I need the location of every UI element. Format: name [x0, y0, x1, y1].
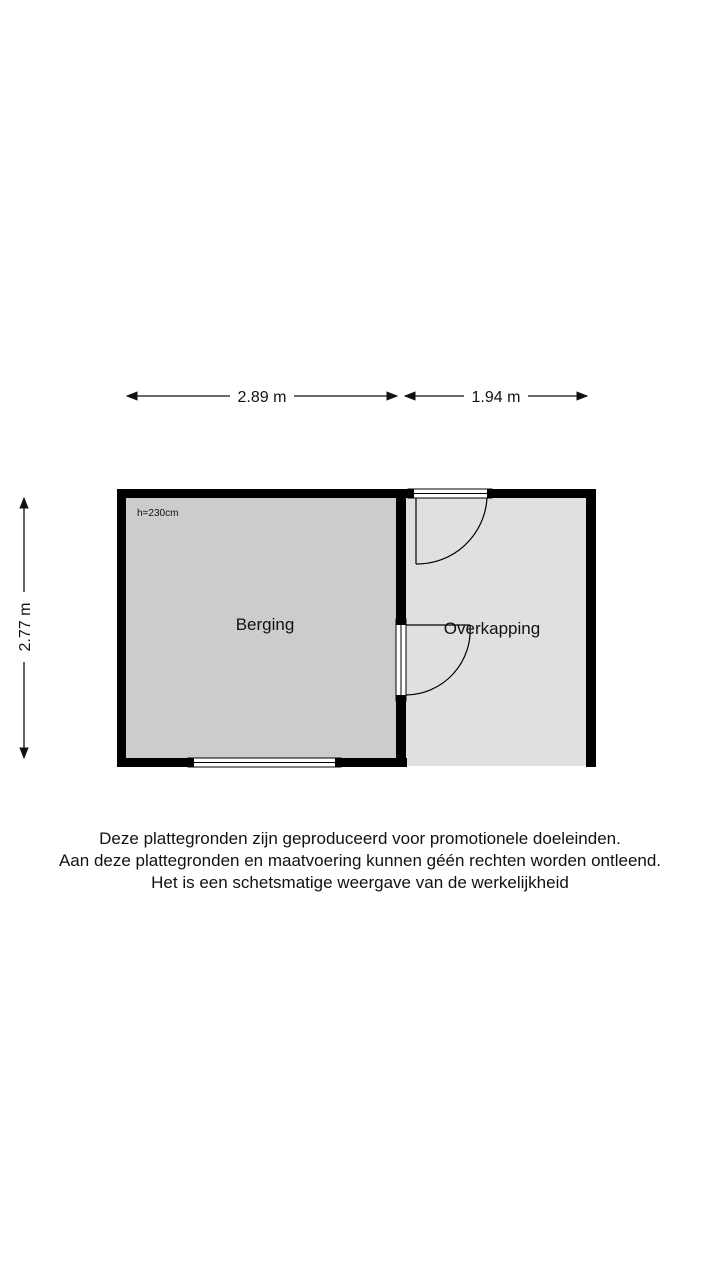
dimension-width-right: [405, 389, 587, 406]
dimension-width-left: [127, 389, 397, 406]
berging-label: Berging: [235, 615, 295, 634]
dimension-height-label: 2.77 m: [17, 602, 34, 652]
bottom-window: [188, 758, 341, 767]
dimension-width-left-label: 2.89 m: [237, 389, 287, 406]
dimension-height: [17, 498, 34, 758]
berging-height-note: h=230cm: [137, 508, 179, 519]
top-door-frame: [408, 489, 493, 498]
middle-door-frame: [396, 619, 406, 701]
dimension-width-right-label: 1.94 m: [471, 389, 521, 406]
disclaimer: [0, 828, 720, 894]
disclaimer-line-3: Het is een schetsmatige weergave van de werkelijkheid: [151, 873, 569, 892]
disclaimer-line-2: Aan deze plattegronden en maatvoering kunnen géén rechten worden ontleend.: [58, 851, 662, 870]
overkapping-label: Overkapping: [443, 619, 541, 638]
disclaimer-line-1: Deze plattegronden zijn geproduceerd voor promotionele doeleinden.: [99, 829, 621, 848]
